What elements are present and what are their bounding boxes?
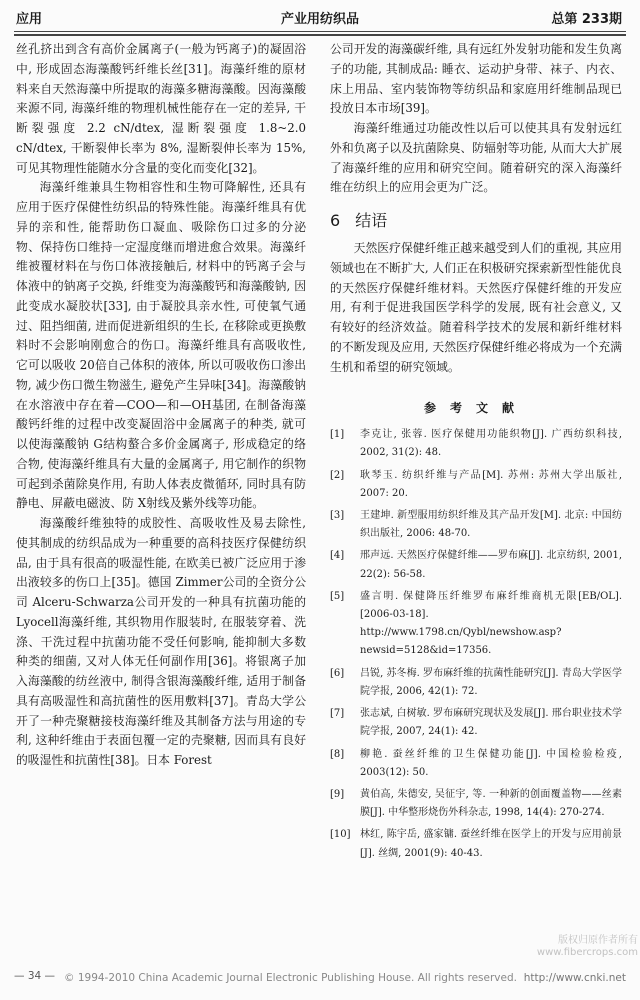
body-paragraph: 海藻酸纤维独特的成胶性、高吸收性及易去除性, 使其制成的纺织品成为一种重要的高科技医疗保健纺织品, 由于具有很高的吸湿性能, 在欧美已被广泛应用于渗出液较多的伤口上[35]。德国 Zimmer公司的全资分公司 Alceru-Schwarza公司开发的一种具有抗菌功能的 Lyocell海藻纤维, 其织物用作服装时, 在服装穿着、洗涤、干洗过程中抗菌功能不受任何影响, 能抑制大多数种类的细菌, 又对人体无任何副作用[36]。将银离子加入海藻酸的纺丝液中, 制得含银海藻酸纤维, 适用于制备具有高吸湿性和高抗菌性的医用敷料[37]。青岛大学公开了一种壳聚糖接枝海藻纤维及其制备方法与用途的专利, 这种纤维由于表面包覆一定的壳聚糖, 因而具有良好的吸湿性和抗菌性[38]。日本 Forest <box>16 516 306 767</box>
header-rule-thick <box>14 34 626 36</box>
reference-number: [3] <box>330 510 345 522</box>
body-paragraph: 丝孔挤出到含有高价金属离子(一般为钙离子)的凝固浴中, 形成固态海藻酸钙纤维长丝[31]。海藻纤维的原材料来自天然海藻中所提取的海藻多糖海藻酸。因海藻酸来源不同, 海藻纤维的物理机械性能存在一定的差异, 干断裂强度 2.2 cN/dtex, 湿断裂强度 1.8~2.0 cN/dtex, 干断裂伸长率为 8%, 湿断裂伸长率为 15%, 可见其物理性能随水分含量的变化而变化[32]。 <box>16 42 306 175</box>
page-number: — 34 — <box>14 970 56 982</box>
reference-list <box>330 426 622 862</box>
body-paragraph: 海藻纤维通过功能改性以后可以使其具有发射远红外和负离子以及抗菌除臭、防辐射等功能, 从而大大扩展了海藻纤维的应用和研究空间。随着研究的深入海藻纤维在纺织上的应用会更为广泛。 <box>330 121 622 195</box>
reference-item <box>330 826 622 862</box>
page-header <box>14 2 626 28</box>
reference-number: [9] <box>330 788 345 800</box>
reference-text: 盛言明. 保健降压纤维罗布麻纤维商机无限[EB/OL]. [2006-03-18]. http://www.1798.cn/Qybl/newshow.asp? newsid=5128&id=17356. <box>360 590 622 657</box>
references-title: 参考文献 <box>423 401 528 416</box>
reference-item <box>330 507 622 543</box>
section-number: 6 <box>330 211 341 230</box>
reference-number: [1] <box>330 429 345 441</box>
copyright-notice: © 1994-2010 China Academic Journal Electronic Publishing House. All rights reserved. <box>64 972 517 984</box>
reference-item <box>330 588 622 661</box>
reference-text: 王建坤. 新型服用纺织纤维及其产品开发[M]. 北京: 中国纺织出版社, 2006: 48-70. <box>360 510 622 540</box>
reference-text: 林红, 陈宇岳, 盛家镛. 蚕丝纤维在医学上的开发与应用前景[J]. 丝绸, 2001(9): 40-43. <box>360 829 622 859</box>
reference-item <box>330 705 622 741</box>
reference-item <box>330 665 622 701</box>
body-paragraph: 海藻纤维兼具生物相容性和生物可降解性, 还具有应用于医疗保健性纺织品的特殊性能。海藻纤维具有优异的亲和性, 能帮助伤口凝血、吸除伤口过多的分泌物、保持伤口维持一定湿度继而增进愈合效果。海藻纤维被覆材料在与伤口体液接触后, 材料中的钙离子会与体液中的钠离子交换, 纤维变为海藻酸钙和海藻酸钠, 因此变成水凝胶状[33], 由于凝胶具亲水性, 可使氧气通过、阻挡细菌, 进而促进新组织的生长, 在移除或更换敷料时不会影响刚愈合的伤口。海藻纤维具有高吸收性, 它可以吸收 20倍自己体积的液体, 所以可吸收伤口渗出物, 减少伤口微生物滋生, 避免产生异味[34]。海藻酸钠在水溶液中存在着—COO—和—OH基团, 在制备海藻酸钙纤维的过程中改变凝固浴中金属离子的种类, 就可以使海藻酸钠 G结构螯合多价金属离子, 形成稳定的络合物, 使海藻纤维具有大量的金属离子, 用它制作的织物可起到杀菌除臭作用, 有助人体表皮微循环, 同时具有防静电、屏蔽电磁波、防 X射线及紫外线等功能。 <box>16 180 306 511</box>
header-issue-number: 总第 233期 <box>551 12 622 27</box>
reference-text: 耿琴玉. 纺织纤维与产品[M]. 苏州: 苏州大学出版社, 2007: 20. <box>360 469 622 499</box>
watermark-line: www.fibercrops.com <box>536 947 638 958</box>
header-rule <box>14 31 626 32</box>
body-paragraph: 公司开发的海藻碳纤维, 具有远红外发射功能和发生负离子的功能, 其制成品: 睡衣、运动护身带、袜子、内衣、床上用品、室内装饰物等纺织品和家庭用纤维制品现已投放日本市场[39]。 <box>330 42 622 116</box>
reference-number: [10] <box>330 829 351 841</box>
reference-item <box>330 426 622 462</box>
reference-number: [7] <box>330 708 345 720</box>
site-watermark <box>537 935 638 959</box>
reference-number: [8] <box>330 748 345 760</box>
conclusion-paragraph: 天然医疗保健纤维正越来越受到人们的重视, 其应用领域也在不断扩大, 人们正在积极研究探索新型性能优良的天然医疗保健纤维材料。天然医疗保健纤维的开发应用, 有利于促进我国医学科学的发展, 既有社会意义, 又有较好的经济效益。随着科学技术的发展和新纤维材料的不断发现及应用, 天然医疗保健纤维必将成为一个充满生机和希望的研究领域。 <box>330 241 622 374</box>
reference-text: 黄伯高, 朱德安, 吴征宇, 等. 一种新的创面覆盖物——丝素膜[J]. 中华整形烧伤外科杂志, 1998, 14(4): 270-274. <box>360 788 622 819</box>
section-heading <box>330 208 622 231</box>
header-section-label: 应用 <box>16 12 43 27</box>
reference-text: 邢声远. 天然医疗保健纤维——罗布麻[J]. 北京纺织, 2001, 22(2): 56-58. <box>360 550 622 580</box>
reference-item <box>330 786 622 822</box>
reference-item <box>330 547 622 583</box>
reference-item <box>330 746 622 782</box>
reference-text: 李克让, 张蓉. 医疗保健用功能织物[J]. 广西纺织科技, 2002, 31(2): 48. <box>360 429 622 459</box>
cnki-link[interactable]: http://www.cnki.net <box>523 972 626 984</box>
left-column <box>16 40 306 771</box>
header-journal-title: 产业用纺织品 <box>280 12 359 27</box>
reference-number: [6] <box>330 667 345 679</box>
reference-text: 吕锐, 苏冬梅. 罗布麻纤维的抗菌性能研究[J]. 青岛大学医学院学报, 2006, 42(1): 72. <box>360 667 622 697</box>
reference-text: 柳艳. 蚕丝纤维的卫生保健功能[J]. 中国检验检疫, 2003(12): 50. <box>360 748 622 778</box>
right-column <box>330 40 622 867</box>
reference-number: [5] <box>330 590 345 602</box>
reference-number: [4] <box>330 550 345 562</box>
reference-text: 张志斌, 白树敏. 罗布麻研究现状及发展[J]. 邢台职业技术学院学报, 2007, 24(1): 42. <box>360 708 622 738</box>
watermark-line: 版权归原作者所有 <box>558 935 638 946</box>
section-title: 结语 <box>355 211 388 230</box>
reference-number: [2] <box>330 469 345 481</box>
reference-item <box>330 467 622 503</box>
